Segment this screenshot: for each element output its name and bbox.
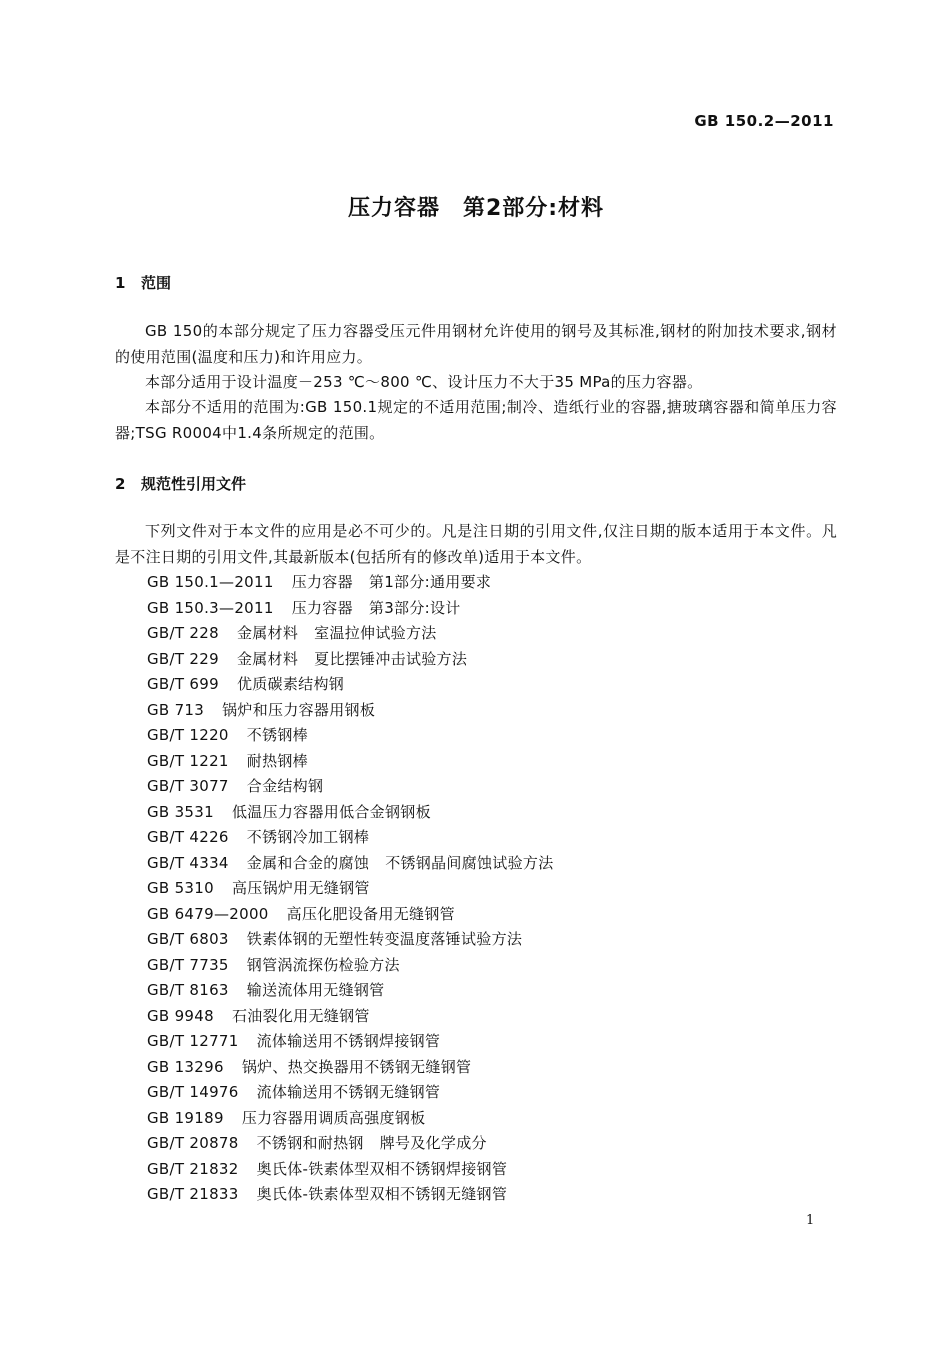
reference-title: 优质碳素结构钢	[236, 675, 345, 693]
reference-title: 流体输送用不锈钢无缝钢管	[256, 1083, 441, 1101]
reference-code: GB/T 6803	[147, 930, 229, 948]
reference-subtitle: 夏比摆锤冲击试验方法	[314, 649, 468, 668]
reference-code: GB 713	[147, 700, 205, 719]
reference-code: GB/T 4226	[147, 828, 229, 846]
reference-code: GB/T 1220	[147, 726, 229, 744]
reference-title: 合金结构钢	[246, 777, 324, 795]
reference-code: GB/T 8163	[147, 981, 229, 999]
section-2-intro: 下列文件对于本文件的应用是必不可少的。凡是注日期的引用文件,仅注日期的版本适用于本文件。凡是不注日期的引用文件,其最新版本(包括所有的修改单)适用于本文件。	[115, 522, 837, 566]
section-2-number: 2	[115, 475, 126, 493]
reference-title: 不锈钢棒	[246, 726, 308, 744]
reference-code: GB/T 228	[147, 624, 219, 642]
reference-subtitle: 第1部分:通用要求	[368, 573, 492, 591]
reference-title: 锅炉、热交换器用不锈钢无缝钢管	[241, 1057, 472, 1076]
reference-title: 铁素体钢的无塑性转变温度落锤试验方法	[246, 930, 523, 948]
reference-item	[147, 672, 837, 698]
section-1-heading	[115, 272, 171, 293]
reference-subtitle: 牌号及化学成分	[379, 1134, 487, 1152]
reference-code: GB 150.3—2011	[147, 598, 274, 617]
reference-code: GB/T 699	[147, 675, 219, 693]
reference-title: 奥氏体-铁素体型双相不锈钢焊接钢管	[256, 1159, 508, 1178]
reference-item	[147, 698, 837, 724]
reference-item	[147, 978, 837, 1004]
reference-item	[147, 825, 837, 851]
reference-code: GB/T 21833	[147, 1185, 239, 1203]
reference-title: 耐热钢棒	[246, 751, 308, 770]
section-2-title: 规范性引用文件	[141, 475, 247, 493]
reference-code: GB 3531	[147, 802, 214, 821]
reference-item	[147, 876, 837, 902]
reference-code: GB/T 1221	[147, 751, 229, 770]
reference-title: 奥氏体-铁素体型双相不锈钢无缝钢管	[256, 1185, 508, 1203]
reference-item	[147, 1157, 837, 1183]
reference-code: GB/T 14976	[147, 1083, 239, 1101]
reference-subtitle: 第3部分:设计	[368, 598, 461, 617]
reference-item	[147, 1080, 837, 1106]
reference-item	[147, 1004, 837, 1030]
section-2-heading	[115, 473, 246, 494]
reference-code: GB 19189	[147, 1108, 224, 1127]
reference-title: 金属材料	[236, 649, 299, 668]
section-1-number: 1	[115, 274, 126, 292]
section-1-paragraph-3: 本部分不适用的范围为:GB 150.1规定的不适用范围;制冷、造纸行业的容器,搪玻璃容器和简单压力容器;TSG R0004中1.4条所规定的范围。	[115, 398, 837, 442]
reference-subtitle: 室温拉伸试验方法	[314, 624, 437, 642]
reference-item	[147, 621, 837, 647]
document-title: 压力容器 第2部分:材料	[347, 196, 605, 221]
reference-title: 钢管涡流探伤检验方法	[246, 955, 400, 974]
reference-item	[147, 927, 837, 953]
reference-code: GB 9948	[147, 1006, 214, 1025]
reference-title: 压力容器	[291, 598, 353, 617]
section-1-paragraph-1: GB 150的本部分规定了压力容器受压元件用钢材允许使用的钢号及其标准,钢材的附加技术要求,钢材的使用范围(温度和压力)和许用应力。	[115, 322, 837, 366]
reference-code: GB 150.1—2011	[147, 573, 274, 591]
reference-item	[147, 774, 837, 800]
reference-code: GB/T 3077	[147, 777, 229, 795]
reference-code: GB/T 229	[147, 649, 219, 668]
reference-item	[147, 1106, 837, 1132]
reference-item	[147, 570, 837, 596]
reference-code: GB 5310	[147, 879, 214, 897]
reference-item	[147, 800, 837, 826]
reference-subtitle: 不锈钢晶间腐蚀试验方法	[385, 853, 554, 872]
reference-code: GB/T 7735	[147, 955, 229, 974]
reference-title: 流体输送用不锈钢焊接钢管	[256, 1032, 441, 1050]
reference-code: GB/T 4334	[147, 853, 229, 872]
section-1-title: 范围	[141, 274, 172, 292]
reference-code: GB 13296	[147, 1057, 224, 1076]
reference-code: GB/T 12771	[147, 1032, 239, 1050]
reference-item	[147, 851, 837, 877]
reference-title: 高压化肥设备用无缝钢管	[286, 904, 455, 923]
standard-code-header: GB 150.2—2011	[694, 112, 834, 130]
reference-title: 压力容器用调质高强度钢板	[241, 1108, 426, 1127]
reference-item	[147, 1055, 837, 1081]
reference-title: 不锈钢冷加工钢棒	[246, 828, 370, 846]
reference-item	[147, 596, 837, 622]
reference-title: 高压锅炉用无缝钢管	[231, 879, 370, 897]
reference-code: GB 6479—2000	[147, 904, 269, 923]
reference-title: 石油裂化用无缝钢管	[231, 1006, 370, 1025]
page-number: 1	[806, 1213, 815, 1228]
reference-item	[147, 749, 837, 775]
reference-code: GB/T 21832	[147, 1159, 239, 1178]
section-1-paragraph-2: 本部分适用于设计温度－253 ℃～800 ℃、设计压力不大于35 MPa的压力容器。	[145, 373, 703, 391]
reference-item	[147, 1182, 837, 1208]
reference-title: 金属材料	[236, 624, 299, 642]
reference-item	[147, 1029, 837, 1055]
normative-references-list	[147, 570, 837, 1208]
reference-item	[147, 953, 837, 979]
reference-title: 金属和合金的腐蚀	[246, 853, 370, 872]
reference-title: 压力容器	[291, 573, 353, 591]
reference-title: 低温压力容器用低合金钢钢板	[231, 802, 431, 821]
reference-item	[147, 1131, 837, 1157]
reference-title: 输送流体用无缝钢管	[246, 981, 385, 999]
reference-item	[147, 723, 837, 749]
reference-code: GB/T 20878	[147, 1134, 239, 1152]
reference-item	[147, 647, 837, 673]
reference-title: 锅炉和压力容器用钢板	[222, 700, 376, 719]
reference-title: 不锈钢和耐热钢	[256, 1134, 364, 1152]
reference-item	[147, 902, 837, 928]
